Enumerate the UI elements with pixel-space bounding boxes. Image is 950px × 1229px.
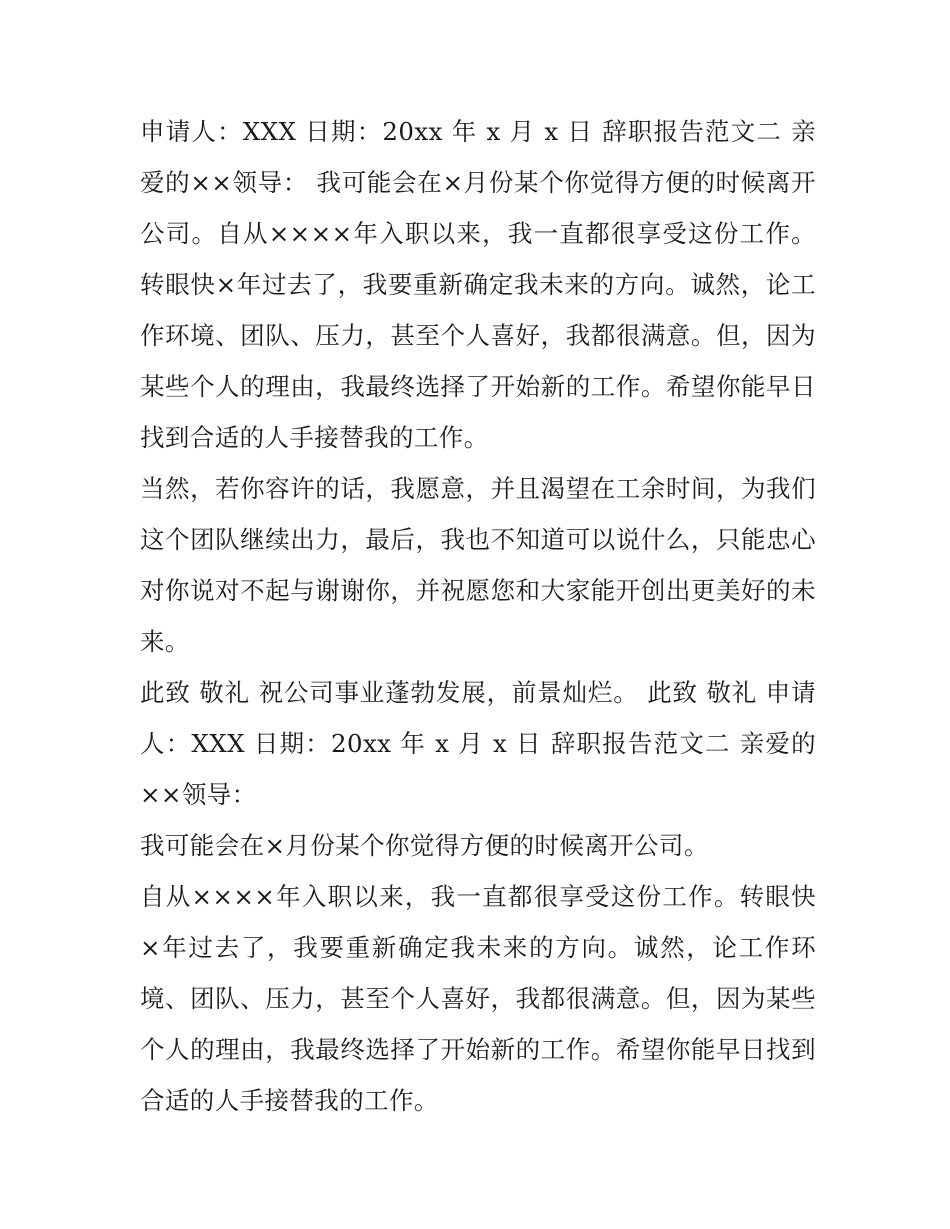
document-body xyxy=(140,106,816,1126)
paragraph-3: 此致 敬礼 祝公司事业蓬勃发展，前景灿烂。 此致 敬礼 申请人：XXX 日期：20xx 年 x 月 x 日 辞职报告范文二 亲爱的××领导： xyxy=(140,678,816,809)
paragraph-2: 当然，若你容许的话，我愿意，并且渴望在工余时间，为我们这个团队继续出力，最后，我也不知道可以说什么，只能忠心对你说对不起与谢谢你，并祝愿您和大家能开创出更美好的未来。 xyxy=(140,474,816,656)
paragraph-5: 自从××××年入职以来，我一直都很享受这份工作。转眼快×年过去了，我要重新确定我未来的方向。诚然，论工作环境、团队、压力，甚至个人喜好，我都很满意。但，因为某些个人的理由，我最终选择了开始新的工作。希望你能早日找到合适的人手接替我的工作。 xyxy=(140,882,816,1115)
paragraph-1: 申请人：XXX 日期：20xx 年 x 月 x 日 辞职报告范文二 亲爱的××领导： 我可能会在×月份某个你觉得方便的时候离开公司。自从××××年入职以来，我一直都很享受这份工作。转眼快×年过去了，我要重新确定我未来的方向。诚然，论工作环境、团队、压力，甚至个人喜好，我都很满意。但，因为某些个人的理由，我最终选择了开始新的工作。希望你能早日找到合适的人手接替我的工作。 xyxy=(140,117,816,452)
paragraph-4: 我可能会在×月份某个你觉得方便的时候离开公司。 xyxy=(140,831,709,860)
